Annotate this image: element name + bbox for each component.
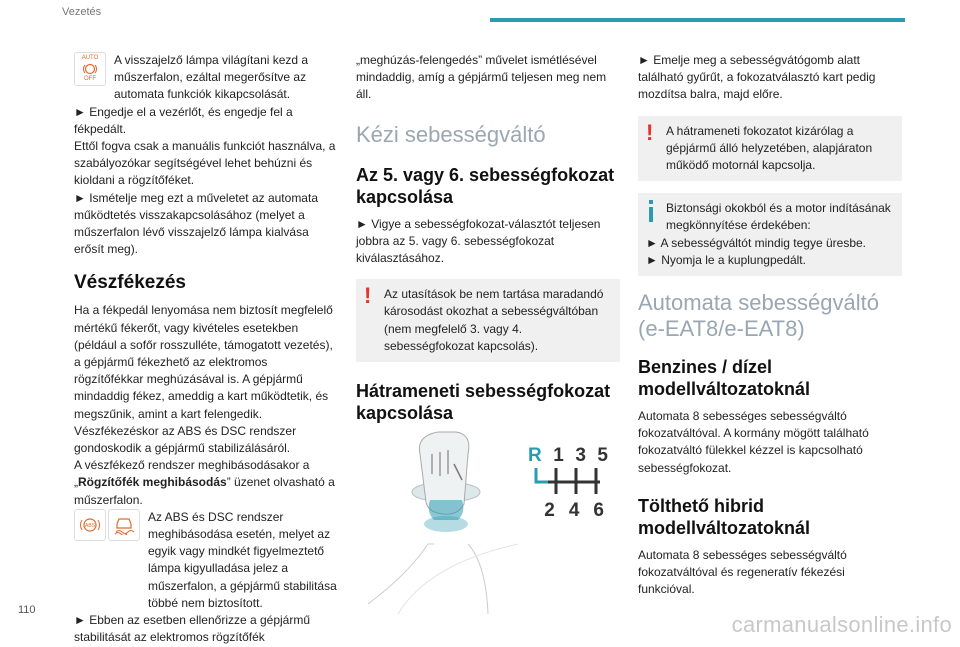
note-bullet: ► Nyomja le a kuplungpedált. [646, 252, 806, 267]
heading-automata-sebessegvalto: Automata sebességváltó (e-EAT8/e-EAT8) [638, 290, 879, 342]
heading-benzines-dizel: Benzines / dízel modellváltozatoknál [638, 357, 811, 400]
paragraph: „meghúzás-felengedés” művelet ismétlésével mindaddig, amíg a gépjármű teljesen meg nem áll. [356, 53, 607, 102]
heading-tolthet-hibrid: Tölthető hibrid modellváltozatoknál [638, 495, 811, 538]
paragraph: Ha a fékpedál lenyomása nem biztosít megfelelő mértékű fékerőt, vagy kivételes esetekben (például a sofőr rosszulléte, támogatott vezetés), a gépjármű fékezhető az elektromos rögzítőfékkar meghúzásával is. A gépjármű mindaddig fékez, ameddig a kart működtetik, és megszűnik, amint a kart felengedik. [74, 303, 333, 421]
heading-5-6-fokozat: Az 5. vagy 6. sebességfokozat kapcsolása [356, 164, 615, 207]
gear-label: 3 [575, 445, 586, 466]
gear-label: 4 [568, 500, 580, 521]
column-2 [356, 52, 620, 432]
gear-label: 6 [593, 500, 604, 521]
column-3 [638, 52, 902, 598]
gear-gate-lines [528, 466, 608, 496]
section-label: Vezetés [62, 6, 102, 18]
info-icon [646, 200, 658, 227]
brake-circle-icon [83, 63, 97, 75]
watermark: carmanualsonline.info [731, 612, 952, 637]
abs-dsc-notice [74, 509, 338, 612]
paragraph: ► Emelje meg a sebességvátógomb alatt található gyűrűt, a fokozatválasztó kart pedig mozdítsa balra, majd előre. [638, 53, 876, 102]
note-bullet: ► A sebességváltót mindig tegye üresbe. [646, 235, 867, 250]
paragraph: Automata 8 sebességes sebességváltó fokozatváltóval és regeneratív fékezési funkcióval. [638, 547, 847, 597]
gear-label-reverse: R [528, 445, 542, 466]
gear-label: 1 [553, 445, 564, 466]
paragraph: ► Vigye a sebességfokozat-választót teljesen jobbra az 5. vagy 6. sebességfokozat kiválasztásához. [356, 216, 601, 266]
note-text: Biztonsági okokból és a motor indításának megkönnyítése érdekében: [666, 201, 891, 233]
paragraph: Automata 8 sebességes sebességváltó fokozatváltóval. A kormány mögött található fokozatváltó fülekkel kézzel is kapcsolható sebességfokozat. [638, 409, 869, 475]
auto-off-parking-brake-icon [74, 52, 106, 86]
abs-warning-icon [74, 509, 106, 541]
info-note [638, 193, 902, 276]
dsc-warning-icon [108, 509, 140, 541]
paragraph: Vészfékezéskor az ABS és DSC rendszer gondoskodik a gépjármű stabilizálásáról. [74, 423, 297, 456]
warning-exclamation-icon: ! [646, 119, 654, 145]
warning-note [356, 279, 620, 362]
message-text: Rögzítőfék meghibásodás [78, 475, 227, 490]
warning-exclamation-icon: ! [364, 283, 372, 309]
gear-label: 2 [544, 500, 555, 521]
paragraph: Az ABS és DSC rendszer meghibásodása esetén, melyet az egyik vagy mindkét figyelmeztető lámpa kigyulladása jelez a műszerfalon, a gépjármű stabilitása többé nem biztosított. [148, 509, 337, 610]
paragraph: Ettől fogva csak a manuális funkciót használva, a szabályozókar segítségével lehet behúzni és kioldani a rögzítőféket. [74, 139, 336, 188]
paragraph: A visszajelző lámpa világítani kezd a műszerfalon, ezáltal megerősítve az automata funkciók kikapcsolását. [114, 53, 309, 102]
auto-icon-label: AUTO [81, 55, 99, 61]
page-number: 110 [18, 604, 36, 616]
heading-hatrameneti: Hátrameneti sebességfokozat kapcsolása [356, 381, 611, 424]
paragraph: ► Engedje el a vezérlőt, és engedje fel a fékpedált. [74, 104, 293, 136]
auto-off-notice [74, 52, 338, 104]
column-1 [74, 52, 338, 647]
gear-label: 5 [597, 445, 608, 466]
heading-veszfekezes: Vészfékezés [74, 272, 186, 294]
header-accent-bar [490, 18, 905, 22]
gear-pattern-diagram [528, 446, 608, 526]
heading-kezi-sebessegvalto: Kézi sebességváltó [356, 121, 546, 147]
svg-text:ABS: ABS [84, 522, 96, 529]
warning-note [638, 116, 902, 182]
note-text: Az utasítások be nem tartása maradandó károsodást okozhat a sebességváltóban (nem megfelelő 3. vagy 4. sebességfokozat kapcsolás). [384, 287, 604, 353]
note-text: A hátrameneti fokozatot kizárólag a gépjármű álló helyzetében, alapjáraton működő motornál kapcsolja. [666, 123, 873, 173]
paragraph: ► Ismételje meg ezt a műveletet az automata működtetés visszakapcsolásához (melyet a műszerfalon lévő visszajelző lámpa kialvása erősít meg). [74, 190, 318, 257]
paragraph: A vészfékező rendszer meghibásodásakor a „Rögzítőfék meghibásodás” üzenet olvasható a műszerfalon. [74, 458, 335, 507]
off-icon-label: OFF [84, 76, 96, 82]
paragraph: ► Ebben az esetben ellenőrizze a gépjármű stabilitását az elektromos rögzítőfék [74, 613, 311, 645]
